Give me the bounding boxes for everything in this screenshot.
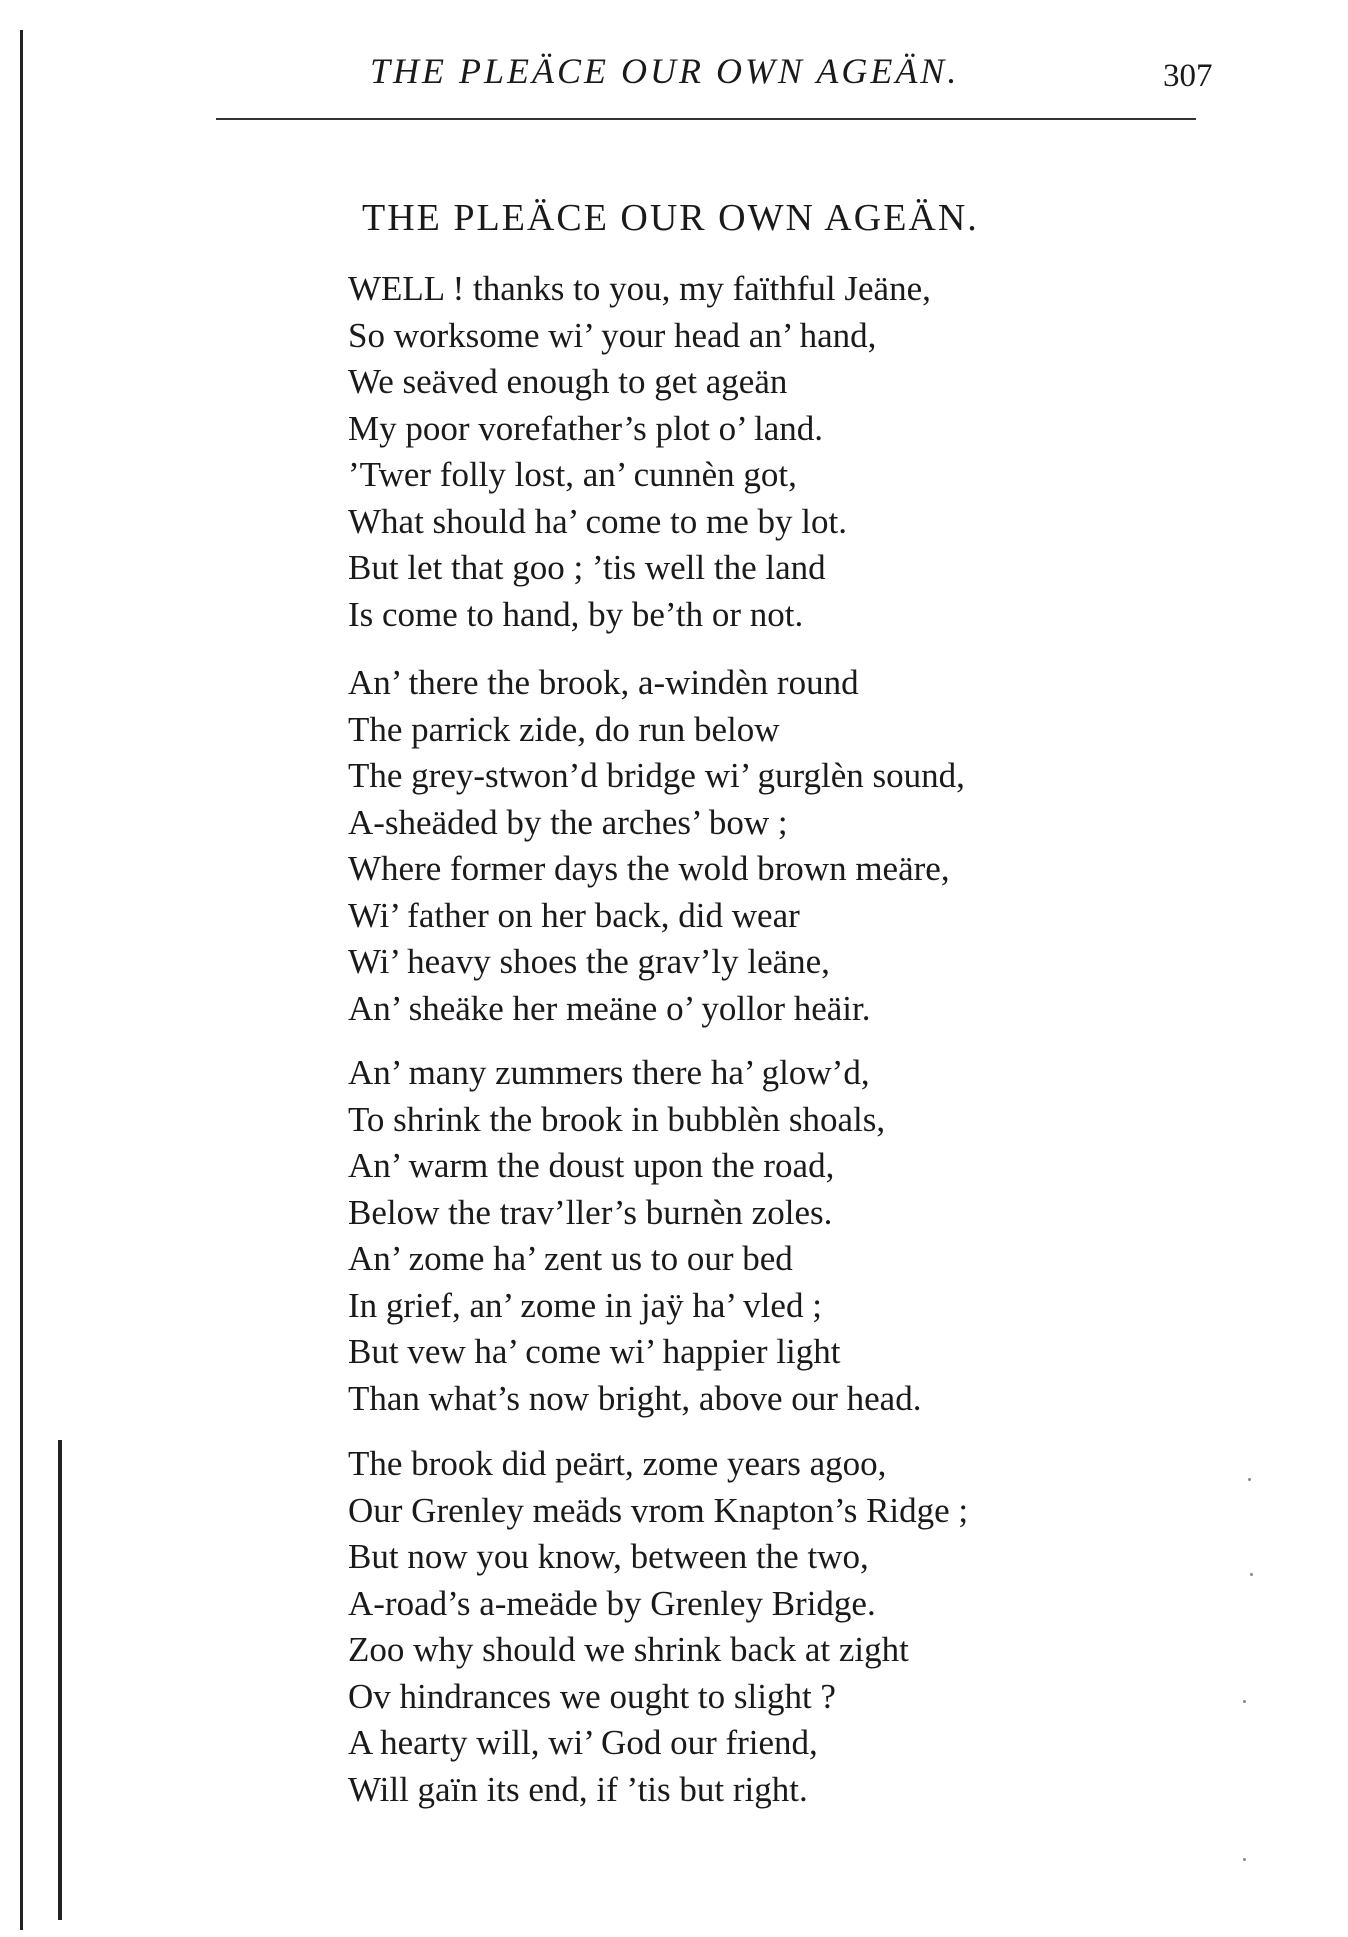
page-number: 307 bbox=[1163, 58, 1213, 94]
poem-line: An’ there the brook, a-windèn round bbox=[348, 663, 859, 702]
scan-speck bbox=[1250, 1573, 1253, 1576]
poem-line: Zoo why should we shrink back at zight bbox=[348, 1630, 909, 1669]
poem-line: Below the trav’ller’s burnèn zoles. bbox=[348, 1192, 833, 1232]
poem-line: An’ warm the doust upon the road, bbox=[348, 1146, 835, 1185]
poem-line: In grief, an’ zome in jaÿ ha’ vled ; bbox=[348, 1285, 822, 1325]
poem-line: But vew ha’ come wi’ happier light bbox=[348, 1332, 841, 1371]
poem-line: Wi’ heavy shoes the grav’ly leäne, bbox=[348, 942, 830, 981]
binding-edge-lower bbox=[58, 1440, 62, 1920]
binding-edge bbox=[20, 30, 23, 1930]
poem-line: Will gaïn its end, if ’tis but right. bbox=[348, 1769, 808, 1809]
poem-line: So worksome wi’ your head an’ hand, bbox=[348, 315, 877, 355]
stanza-4 bbox=[348, 1441, 1148, 1813]
poem-line: WELL ! thanks to you, my faïthful Jeäne, bbox=[348, 269, 931, 308]
poem-title: THE PLEÄCE OUR OWN AGEÄN. bbox=[362, 197, 979, 239]
running-head-title: THE PLEÄCE OUR OWN AGEÄN. bbox=[370, 51, 960, 91]
stanza-1 bbox=[348, 266, 1148, 638]
poem-line: My poor vorefather’s plot o’ land. bbox=[348, 408, 823, 448]
poem-line: An’ sheäke her meäne o’ yollor heäir. bbox=[348, 988, 871, 1028]
poem-line: But now you know, between the two, bbox=[348, 1537, 869, 1576]
running-head bbox=[0, 50, 1348, 100]
poem-line: Is come to hand, by be’th or not. bbox=[348, 594, 804, 634]
poem-line: To shrink the brook in bubblèn shoals, bbox=[348, 1099, 886, 1139]
poem-line: Where former days the wold brown meäre, bbox=[348, 849, 950, 888]
poem-line: But let that goo ; ’tis well the land bbox=[348, 548, 826, 587]
scan-speck bbox=[1243, 1858, 1246, 1861]
poem-line: Wi’ father on her back, did wear bbox=[348, 895, 800, 935]
scan-speck bbox=[1248, 1478, 1251, 1481]
scan-speck bbox=[1243, 1700, 1246, 1703]
poem-line: The grey-stwon’d bridge wi’ gurglèn sound, bbox=[348, 756, 965, 795]
poem-line: The parrick zide, do run below bbox=[348, 709, 780, 749]
stanza-3 bbox=[348, 1050, 1148, 1422]
poem-line: Ov hindrances we ought to slight ? bbox=[348, 1676, 836, 1716]
poem-line: A hearty will, wi’ God our friend, bbox=[348, 1723, 818, 1762]
poem-line: A-sheäded by the arches’ bow ; bbox=[348, 802, 788, 842]
poem-line: The brook did peärt, zome years agoo, bbox=[348, 1444, 887, 1483]
poem-line: A-road’s a-meäde by Grenley Bridge. bbox=[348, 1583, 876, 1623]
poem-line: We seäved enough to get ageän bbox=[348, 362, 788, 401]
stanza-2 bbox=[348, 660, 1148, 1032]
poem-line: Than what’s now bright, above our head. bbox=[348, 1378, 922, 1418]
poem-line: An’ many zummers there ha’ glow’d, bbox=[348, 1053, 870, 1092]
poem-line: An’ zome ha’ zent us to our bed bbox=[348, 1239, 793, 1278]
poem-line: What should ha’ come to me by lot. bbox=[348, 501, 847, 541]
header-rule bbox=[216, 118, 1196, 120]
poem-line: ’Twer folly lost, an’ cunnèn got, bbox=[348, 455, 797, 494]
poem-line: Our Grenley meäds vrom Knapton’s Ridge ; bbox=[348, 1490, 969, 1530]
